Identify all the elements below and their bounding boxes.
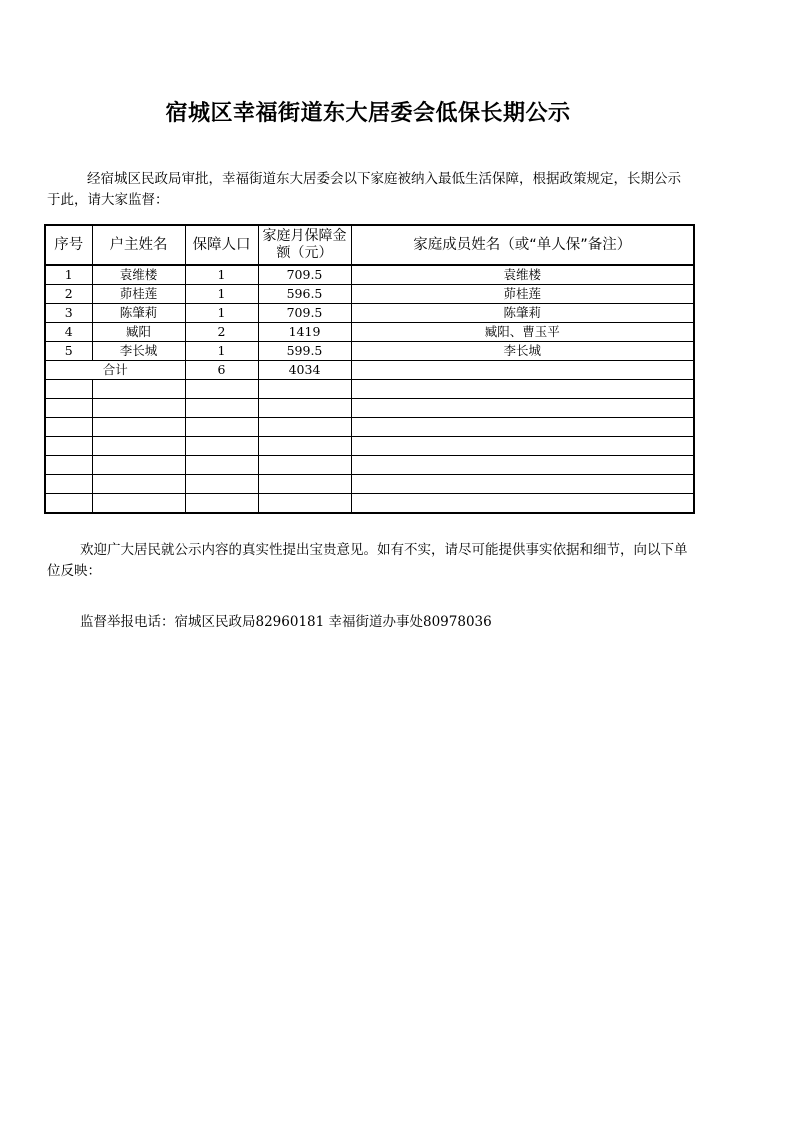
cell-members: 李长城 bbox=[351, 342, 694, 361]
empty-row bbox=[45, 399, 694, 418]
empty-cell bbox=[92, 399, 185, 418]
cell-index: 5 bbox=[45, 342, 92, 361]
assistance-table bbox=[44, 224, 695, 514]
empty-cell bbox=[258, 437, 351, 456]
cell-householder: 袁维楼 bbox=[92, 265, 185, 285]
empty-row bbox=[45, 437, 694, 456]
empty-cell bbox=[258, 418, 351, 437]
empty-cell bbox=[92, 437, 185, 456]
empty-row bbox=[45, 456, 694, 475]
cell-population: 1 bbox=[185, 265, 258, 285]
empty-cell bbox=[351, 380, 694, 399]
table-header-row bbox=[45, 225, 694, 265]
empty-cell bbox=[185, 456, 258, 475]
cell-members: 茆桂莲 bbox=[351, 285, 694, 304]
cell-amount: 709.5 bbox=[258, 304, 351, 323]
cell-amount: 599.5 bbox=[258, 342, 351, 361]
empty-cell bbox=[45, 475, 92, 494]
header-population: 保障人口 bbox=[185, 225, 258, 265]
cell-householder: 茆桂莲 bbox=[92, 285, 185, 304]
empty-cell bbox=[92, 456, 185, 475]
empty-row bbox=[45, 380, 694, 399]
empty-cell bbox=[45, 399, 92, 418]
total-amount: 4034 bbox=[258, 361, 351, 380]
cell-index: 2 bbox=[45, 285, 92, 304]
intro-paragraph: 经宿城区民政局审批，幸福街道东大居委会以下家庭被纳入最低生活保障，根据政策规定，长期公示于此，请大家监督： bbox=[47, 171, 681, 208]
empty-cell bbox=[351, 418, 694, 437]
empty-cell bbox=[92, 418, 185, 437]
table-row bbox=[45, 342, 694, 361]
contact-line: 监督举报电话：宿城区民政局82960181 幸福街道办事处80978036 bbox=[80, 614, 492, 630]
header-amount: 家庭月保障金额（元） bbox=[258, 225, 351, 265]
empty-cell bbox=[45, 418, 92, 437]
empty-cell bbox=[92, 380, 185, 399]
cell-index: 1 bbox=[45, 265, 92, 285]
table-row bbox=[45, 304, 694, 323]
empty-cell bbox=[92, 475, 185, 494]
empty-cell bbox=[185, 418, 258, 437]
empty-cell bbox=[258, 494, 351, 514]
cell-amount: 709.5 bbox=[258, 265, 351, 285]
cell-index: 3 bbox=[45, 304, 92, 323]
feedback-paragraph: 欢迎广大居民就公示内容的真实性提出宝贵意见。如有不实，请尽可能提供事实依据和细节，向以下单位反映： bbox=[47, 542, 688, 579]
empty-cell bbox=[351, 494, 694, 514]
header-index: 序号 bbox=[45, 225, 92, 265]
empty-cell bbox=[351, 475, 694, 494]
empty-cell bbox=[185, 399, 258, 418]
empty-cell bbox=[258, 456, 351, 475]
table-row bbox=[45, 265, 694, 285]
total-row bbox=[45, 361, 694, 380]
empty-cell bbox=[185, 380, 258, 399]
empty-cell bbox=[351, 456, 694, 475]
empty-cell bbox=[258, 380, 351, 399]
cell-members: 陈肇莉 bbox=[351, 304, 694, 323]
cell-population: 1 bbox=[185, 342, 258, 361]
empty-cell bbox=[185, 475, 258, 494]
cell-index: 4 bbox=[45, 323, 92, 342]
cell-amount: 596.5 bbox=[258, 285, 351, 304]
cell-amount: 1419 bbox=[258, 323, 351, 342]
empty-cell bbox=[45, 456, 92, 475]
empty-cell bbox=[351, 399, 694, 418]
cell-population: 2 bbox=[185, 323, 258, 342]
empty-row bbox=[45, 475, 694, 494]
empty-cell bbox=[258, 475, 351, 494]
empty-cell bbox=[45, 437, 92, 456]
empty-cell bbox=[92, 494, 185, 514]
header-members: 家庭成员姓名（或“单人保”备注） bbox=[351, 225, 694, 265]
empty-cell bbox=[185, 494, 258, 514]
empty-cell bbox=[45, 380, 92, 399]
empty-cell bbox=[351, 437, 694, 456]
cell-householder: 臧阳 bbox=[92, 323, 185, 342]
cell-population: 1 bbox=[185, 285, 258, 304]
header-householder: 户主姓名 bbox=[92, 225, 185, 265]
table-row bbox=[45, 285, 694, 304]
cell-members: 臧阳、曹玉平 bbox=[351, 323, 694, 342]
cell-population: 1 bbox=[185, 304, 258, 323]
total-label: 合计 bbox=[45, 361, 185, 380]
empty-cell bbox=[45, 494, 92, 514]
cell-householder: 陈肇莉 bbox=[92, 304, 185, 323]
empty-row bbox=[45, 418, 694, 437]
empty-cell bbox=[258, 399, 351, 418]
empty-row bbox=[45, 494, 694, 514]
empty-cell bbox=[185, 437, 258, 456]
total-members bbox=[351, 361, 694, 380]
document-title: 宿城区幸福街道东大居委会低保长期公示 bbox=[165, 100, 571, 126]
table-row bbox=[45, 323, 694, 342]
cell-members: 袁维楼 bbox=[351, 265, 694, 285]
cell-householder: 李长城 bbox=[92, 342, 185, 361]
total-population: 6 bbox=[185, 361, 258, 380]
